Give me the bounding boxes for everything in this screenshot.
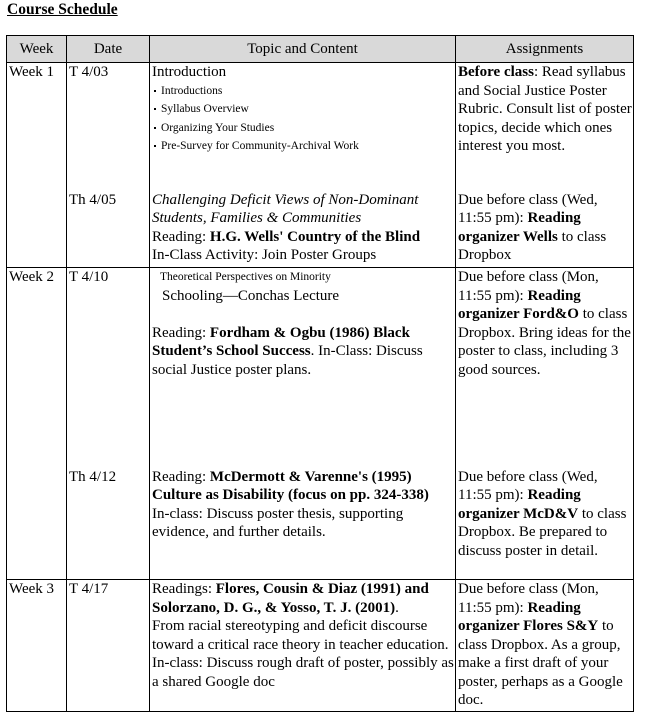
assignment-cell: Due before class (Wed, 11:55 pm): Reading organizer McD&V to class Dropbox. Be prepared to discuss poster in detail. [456, 468, 634, 580]
header-week: Week [7, 36, 67, 63]
topic-cell [150, 468, 456, 580]
reading-text: Reading: McDermott & Varenne's (1995) Culture as Disability (focus on pp. 324-338) [152, 468, 429, 503]
week-cell: Week 1 [7, 63, 67, 191]
week-cell [7, 191, 67, 268]
activity-text: In-class: Discuss poster thesis, supporting evidence, and further details. [152, 505, 404, 540]
header-topic: Topic and Content [150, 36, 456, 63]
table-row [7, 191, 634, 268]
topic-description: From racial stereotyping and deficit discourse toward a critical race theory in teacher education. [152, 618, 449, 653]
bullet-item: Pre-Survey for Community-Archival Work [152, 137, 454, 156]
table-row [7, 268, 634, 468]
topic-small: Theoretical Perspectives on Minority [160, 271, 331, 283]
reading-text: Readings: Flores, Cousin & Diaz (1991) and Solorzano, D. G., & Yosso, T. J. (2001). [152, 581, 429, 616]
date-cell: T 4/03 [67, 63, 150, 191]
reading-text: Reading: Fordham & Ogbu (1986) Black Student’s School Success. In-Class: Discuss social Justice poster plans. [152, 324, 423, 378]
date-cell: Th 4/12 [67, 468, 150, 580]
bullet-item: Introductions [152, 82, 454, 101]
date-cell: T 4/10 [67, 268, 150, 468]
table-row [7, 580, 634, 712]
week-cell: Week 2 [7, 268, 67, 468]
topic-line: Schooling—Conchas Lecture [162, 287, 340, 304]
page-title: Course Schedule [7, 1, 118, 18]
activity-text: In-Class Activity: Join Poster Groups [152, 247, 377, 263]
topic-cell [150, 63, 456, 191]
bullet-item: Organizing Your Studies [152, 119, 454, 138]
topic-bullets [152, 82, 454, 156]
topic-cell: Challenging Deficit Views of Non-Dominant Students, Families & Communities Reading: H.G. Wells' Country of the Blind In-Class Activity: Join Poster Groups [150, 191, 456, 268]
schedule-table [6, 35, 634, 712]
assignment-cell: Due before class (Mon, 11:55 pm): Reading organizer Ford&O to class Dropbox. Bring ideas for the poster to class, including 3 good sources. [456, 268, 634, 468]
header-row [7, 36, 634, 63]
activity-text: In-class: Discuss rough draft of poster, possibly as a shared Google doc [152, 655, 454, 690]
date-cell: Th 4/05 [67, 191, 150, 268]
assignment-cell: Due before class (Mon, 11:55 pm): Reading organizer Flores S&Y to class Dropbox. As a group, make a first draft of your poster, perhaps as a Google doc. [456, 580, 634, 712]
topic-title: Introduction [152, 64, 227, 80]
topic-italic: Challenging Deficit Views of Non-Dominant Students, Families & Communities [152, 191, 419, 226]
assignment-cell: Due before class (Wed, 11:55 pm): Reading organizer Wells to class Dropbox [456, 191, 634, 268]
reading-title: H.G. Wells' Country of the Blind [209, 228, 421, 245]
week-cell: Week 3 [7, 580, 67, 712]
header-assignments: Assignments [456, 36, 634, 63]
assignment-cell: Before class: Read syllabus and Social Justice Poster Rubric. Consult list of poster topics, decide which ones interest you most. [456, 63, 634, 191]
topic-cell [150, 580, 456, 712]
table-row [7, 468, 634, 580]
date-cell: T 4/17 [67, 580, 150, 712]
week-cell [7, 468, 67, 580]
topic-cell [150, 268, 456, 468]
bullet-item: Syllabus Overview [152, 100, 454, 119]
table-row [7, 63, 634, 191]
header-date: Date [67, 36, 150, 63]
